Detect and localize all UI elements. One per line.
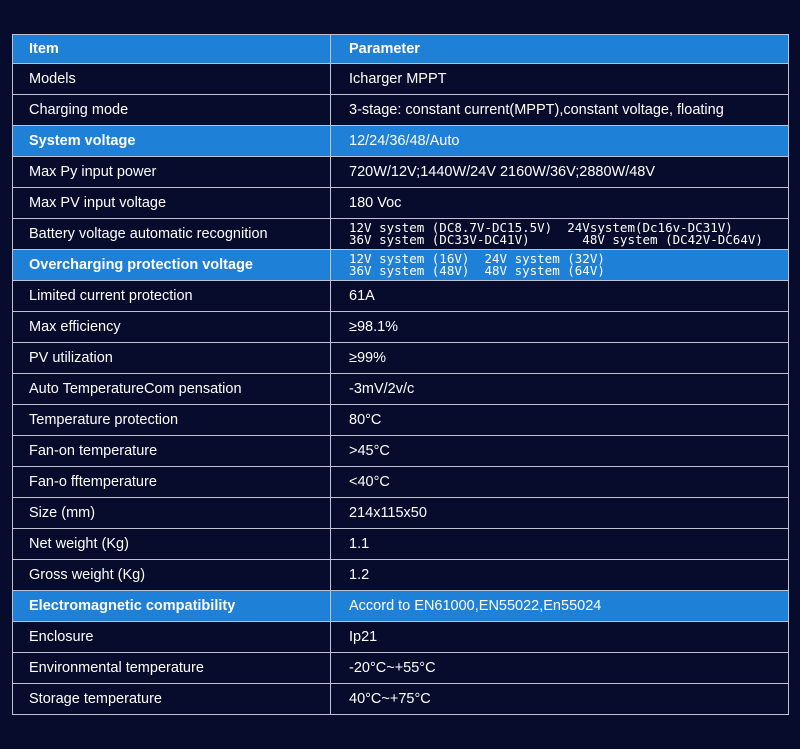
row-item: Battery voltage automatic recognition: [13, 219, 331, 250]
row-value: 3-stage: constant current(MPPT),constant voltage, floating: [331, 95, 789, 126]
row-value: 61A: [331, 281, 789, 312]
table-row-highlight: [13, 250, 789, 281]
row-value: Accord to EN61000,EN55022,En55024: [331, 591, 789, 622]
table-row: [13, 622, 789, 653]
table-row: [13, 219, 789, 250]
table-row: [13, 684, 789, 715]
table-row: [13, 405, 789, 436]
row-item: System voltage: [13, 126, 331, 157]
row-value: 180 Voc: [331, 188, 789, 219]
table-row: [13, 64, 789, 95]
row-item: Temperature protection: [13, 405, 331, 436]
row-value-line: 12V system (16V) 24V system (32V): [349, 251, 605, 266]
row-value: [331, 219, 789, 250]
table-row: [13, 374, 789, 405]
row-value: 720W/12V;1440W/24V 2160W/36V;2880W/48V: [331, 157, 789, 188]
row-value: Ip21: [331, 622, 789, 653]
row-value: 214x115x50: [331, 498, 789, 529]
row-value-line: 36V system (DC33V-DC41V) 48V system (DC42V-DC64V): [349, 232, 763, 247]
table-row: [13, 312, 789, 343]
table-row: [13, 498, 789, 529]
row-value-line: 12V system (DC8.7V-DC15.5V) 24Vsystem(Dc16v-DC31V): [349, 220, 733, 235]
row-value: 80°C: [331, 405, 789, 436]
row-value: ≥99%: [331, 343, 789, 374]
row-value: [331, 250, 789, 281]
table-row-highlight: [13, 591, 789, 622]
row-item: Models: [13, 64, 331, 95]
row-item: Auto TemperatureCom pensation: [13, 374, 331, 405]
table-row: [13, 157, 789, 188]
row-item: Storage temperature: [13, 684, 331, 715]
table-row: [13, 281, 789, 312]
row-value: -20°C~+55°C: [331, 653, 789, 684]
row-value: <40°C: [331, 467, 789, 498]
row-value: 1.2: [331, 560, 789, 591]
table-row: [13, 95, 789, 126]
row-value: 1.1: [331, 529, 789, 560]
table-row: [13, 653, 789, 684]
row-item: Fan-o fftemperature: [13, 467, 331, 498]
table-row: [13, 467, 789, 498]
row-item: Gross weight (Kg): [13, 560, 331, 591]
spec-table-container: [12, 34, 788, 715]
row-item: Size (mm): [13, 498, 331, 529]
row-item: Limited current protection: [13, 281, 331, 312]
header-parameter: Parameter: [331, 35, 789, 64]
row-item: Electromagnetic compatibility: [13, 591, 331, 622]
row-item: PV utilization: [13, 343, 331, 374]
row-value-line: 36V system (48V) 48V system (64V): [349, 263, 605, 278]
table-header-row: [13, 35, 789, 64]
row-item: Max PV input voltage: [13, 188, 331, 219]
table-row: [13, 560, 789, 591]
row-value: >45°C: [331, 436, 789, 467]
row-item: Max Py input power: [13, 157, 331, 188]
row-value: -3mV/2v/c: [331, 374, 789, 405]
row-item: Net weight (Kg): [13, 529, 331, 560]
row-item: Environmental temperature: [13, 653, 331, 684]
header-item: Item: [13, 35, 331, 64]
row-item: Max efficiency: [13, 312, 331, 343]
table-row: [13, 529, 789, 560]
row-value: 40°C~+75°C: [331, 684, 789, 715]
table-row: [13, 188, 789, 219]
table-row: [13, 436, 789, 467]
table-row: [13, 343, 789, 374]
row-value: ≥98.1%: [331, 312, 789, 343]
row-value: 12/24/36/48/Auto: [331, 126, 789, 157]
table-row-highlight: [13, 126, 789, 157]
row-value: Icharger MPPT: [331, 64, 789, 95]
row-item: Fan-on temperature: [13, 436, 331, 467]
row-item: Charging mode: [13, 95, 331, 126]
row-item: Overcharging protection voltage: [13, 250, 331, 281]
row-item: Enclosure: [13, 622, 331, 653]
spec-table: [12, 34, 789, 715]
